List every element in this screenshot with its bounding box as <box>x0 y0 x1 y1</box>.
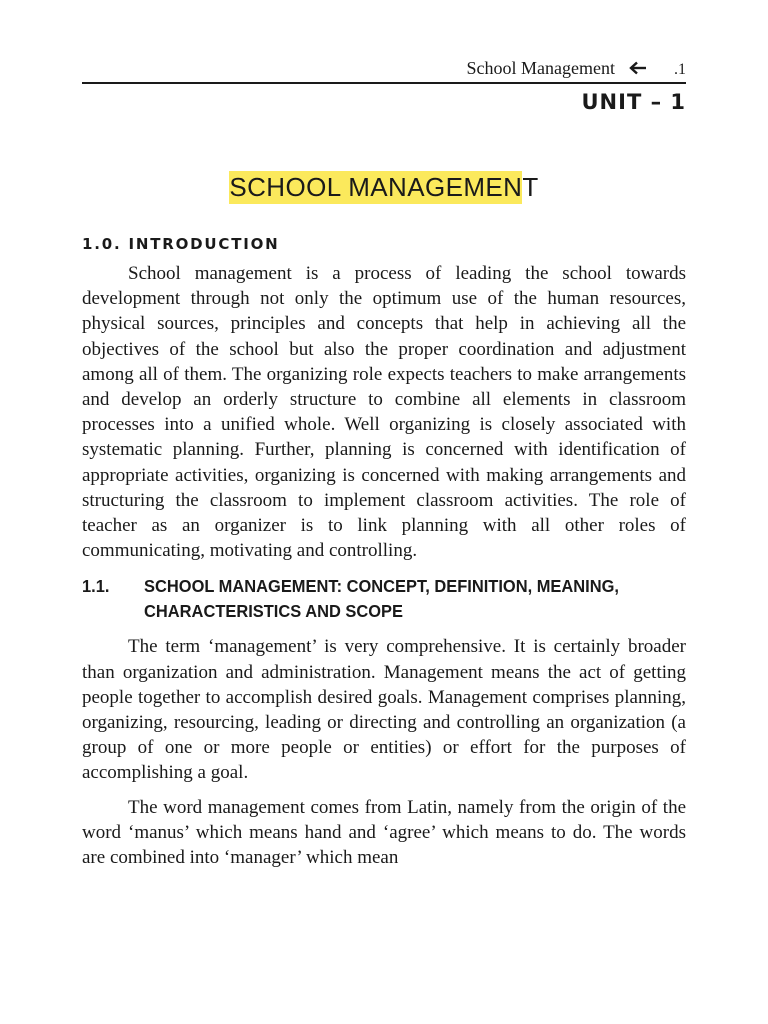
body-content <box>82 233 686 870</box>
subsection-heading-concept <box>82 574 650 624</box>
running-header <box>82 56 686 84</box>
subsection-number: 1.1. <box>82 576 110 597</box>
chapter-title <box>0 172 768 203</box>
arrow-left-icon <box>628 61 648 75</box>
intro-paragraph: School management is a process of leading the school towards development through not only the optimum use of the human resources, physical sources, principles and concepts that help in achieving all the objectives of the school but also the proper coordination and adjustment among all of them. The organizing role expects teachers to make arrangements and develop an orderly structure to combine all elements in classroom processes into a unified whole. Well organizing is closely associated with systematic planning. Further, planning is concerned with identification of appropriate activities, organizing is concerned with making arrangements and structuring the classroom to implement classroom activities. The role of teacher as an organizer is to link planning with all other roles of communicating, motivating and controlling. <box>82 263 686 562</box>
chapter-title-highlighted: SCHOOL MANAGEMEN <box>229 172 523 202</box>
concept-paragraph-2: The word management comes from Latin, namely from the origin of the word ‘manus’ which means hand and ‘agree’ which means to do. The words are combined into ‘manager’ which mean <box>82 796 686 869</box>
section-heading-introduction: 1.0. INTRODUCTION <box>82 235 280 253</box>
running-title: School Management <box>466 58 615 78</box>
paragraph-spacer <box>82 786 686 795</box>
subsection-title: SCHOOL MANAGEMENT: CONCEPT, DEFINITION, MEANING, CHARACTERISTICS AND SCOPE <box>144 576 619 622</box>
page-number: .1 <box>674 61 686 78</box>
chapter-title-rest: T <box>522 172 539 202</box>
running-header-right <box>467 58 686 79</box>
concept-paragraph-1: The term ‘management’ is very comprehensive. It is certainly broader than organization and administration. Management means the act of getting people together to accomplish desired goals. Management comprises planning, organizing, resourcing, leading or directing and controlling an organization (a group of one or more people or entities) or effort for the purposes of accomplishing a goal. <box>82 636 686 784</box>
unit-label: UNIT – 1 <box>581 90 686 114</box>
